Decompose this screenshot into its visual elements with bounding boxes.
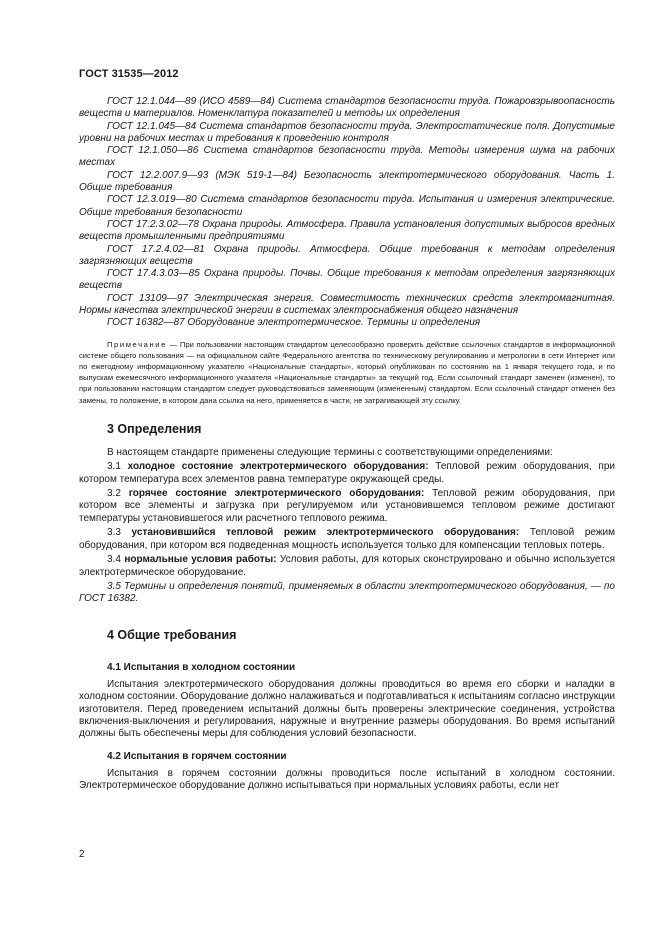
reference-item: ГОСТ 12.3.019—80 Система стандартов безопасности труда. Испытания и измерения электрические. Общие требования безопасности <box>79 194 615 218</box>
reference-item: ГОСТ 17.2.3.02—78 Охрана природы. Атмосфера. Правила установления допустимых выбросов вредных веществ промышленными предприятиями <box>79 218 615 243</box>
definition-text: Тепловой режим оборудования, при котором вся подведенная мощность используется только для компенсации тепловых потерь. <box>79 527 616 551</box>
definition-number: 3.1 <box>107 461 128 473</box>
definition-3-4 <box>79 554 615 579</box>
reference-item: ГОСТ 12.1.045—84 Система стандартов безопасности труда. Электростатические поля. Допустимые уровни на рабочих местах и требования к проведению контроля <box>79 120 615 144</box>
subsection-4-2-body <box>79 768 615 793</box>
reference-item: ГОСТ 12.2.007.9—93 (МЭК 519-1—84) Безопасность электротермического оборудования. Часть 1. Общие требования <box>79 169 615 194</box>
reference-item: ГОСТ 13109—97 Электрическая энергия. Совместимость технических средств электромагнитная. Нормы качества электрической энергии в системах электроснабжения общего назначения <box>79 292 615 317</box>
standard-header: ГОСТ 31535—2012 <box>79 68 179 80</box>
definition-3-1 <box>79 461 615 486</box>
definition-text: Тепловой режим оборудования, при котором температура всех элементов равна температуре окружающей среды. <box>79 461 615 485</box>
definition-text: Тепловой режим оборудования, при котором все элементы и загрузка при регулируемом или установившемся тепловом режиме достигают температуры установившегося или расчетного теплового режима. <box>79 488 615 524</box>
definition-term: установившийся тепловой режим электротермического оборудования: <box>131 527 520 539</box>
reference-item: ГОСТ 17.4.3.03—85 Охрана природы. Почвы. Общие требования к методам определения загрязняющих веществ <box>79 268 615 292</box>
reference-item: ГОСТ 17.2.4.02—81 Охрана природы. Атмосфера. Общие требования к методам определения загрязняющих веществ <box>79 243 615 267</box>
subsection-4-1-text: Испытания электротермического оборудования должны проводиться во время его сборки и наладки в холодном состоянии. Оборудование должно налаживаться и подготавливаться к испытаниям согласно инструкции изготовителя. Перед проведением испытаний должны быть проверены электрические соединения, устройства включения-выключения и регулирования, наружные и внутренние размеры оборудования. Во время испытаний должны быть обеспечены меры для соблюдения условий безопасности. <box>79 678 615 740</box>
subsection-4-1-body <box>79 679 615 741</box>
definition-3-3 <box>79 527 615 552</box>
subsection-4-2-text: Испытания в горячем состоянии должны проводиться после испытаний в холодном состоянии. Электротермическое оборудование должно испытываться при нормальных условиях работы, если нет <box>79 767 615 792</box>
normative-references-list <box>79 96 615 330</box>
definition-term: нормальные условия работы: <box>124 554 277 566</box>
definition-number: 3.2 <box>107 488 129 500</box>
reference-item: ГОСТ 16382—87 Оборудование электротермическое. Термины и определения <box>107 317 481 329</box>
subsection-4-1-heading: 4.1 Испытания в холодном состоянии <box>107 661 296 673</box>
page-number: 2 <box>79 849 85 860</box>
definition-term: холодное состояние электротермического оборудования: <box>127 461 429 473</box>
section-4-heading: 4 Общие требования <box>107 627 237 642</box>
reference-item: ГОСТ 12.1.050—86 Система стандартов безопасности труда. Методы измерения шума на рабочих местах <box>79 145 615 169</box>
note-label: Примечание <box>107 339 167 349</box>
note-paragraph <box>79 339 615 406</box>
definition-number: 3.4 <box>107 554 125 566</box>
definition-number: 3.3 <box>107 527 132 539</box>
subsection-4-2-heading: 4.2 Испытания в горячем состоянии <box>107 750 287 762</box>
definition-3-5: 3.5 Термины и определения понятий, применяемых в области электротермического оборудования, — по ГОСТ 16382. <box>79 580 615 605</box>
note-text: — При пользовании настоящим стандартом целесообразно проверить действие ссылочных стандартов в информационной системе общего пользования — на официальном сайте Федерального агентства по техническому регулированию и метрологии в сети Интернет или по ежегодному информационному указателю «Национальные стандарты», который опубликован по состоянию на 1 января текущего года, и по выпускам ежемесячного информационного указателя «Национальные стандарты» за текущий год. Если ссылочный стандарт заменен (изменен), то при пользовании настоящим стандартом следует руководствоваться заменяющим (измененным) стандартом. Если ссылочный стандарт отменен без замены, то положение, в котором дана ссылка на него, применяется в части, не затрагивающей эту ссылку. <box>79 339 615 405</box>
definitions-intro: В настоящем стандарте применены следующие термины с соответствующими определениями: <box>107 446 553 458</box>
definition-text: Условия работы, для которых сконструировано и обычно используется электротермическое оборудование. <box>79 554 615 578</box>
section-3-heading: 3 Определения <box>107 421 202 436</box>
definition-3-2 <box>79 488 615 525</box>
definition-term: горячее состояние электротермического оборудования: <box>128 488 425 500</box>
definitions-block <box>79 447 615 606</box>
page-content <box>79 96 615 793</box>
reference-item: ГОСТ 12.1.044—89 (ИСО 4589—84) Система стандартов безопасности труда. Пожаровзрывоопасность веществ и материалов. Номенклатура показателей и методы их определения <box>79 96 615 120</box>
